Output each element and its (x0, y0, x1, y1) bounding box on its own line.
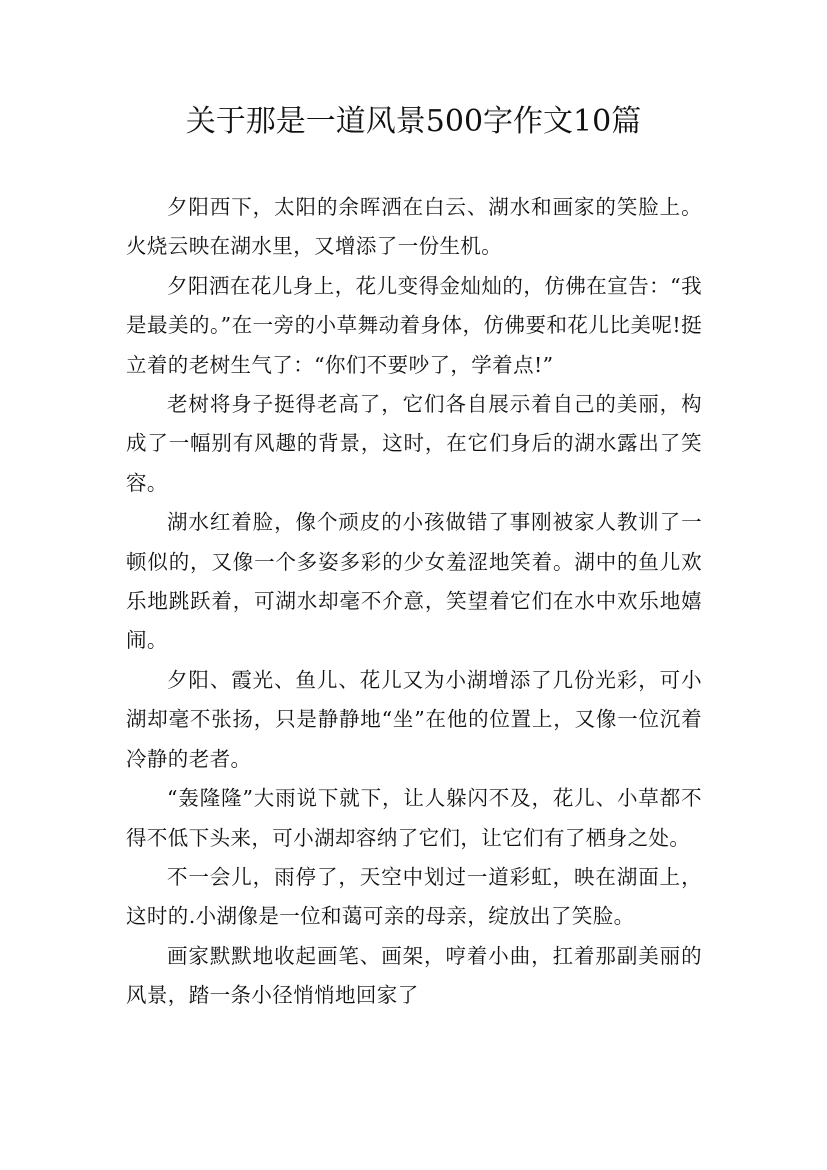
paragraph-3: 老树将身子挺得老高了，它们各自展示着自己的美丽，构成了一幅别有风趣的背景，这时，在它们身后的湖水露出了笑容。 (126, 392, 702, 495)
paragraph-7: 不一会儿，雨停了，天空中划过一道彩虹，映在湖面上，这时的.小湖像是一位和蔼可亲的母亲，绽放出了笑脸。 (126, 864, 702, 929)
paragraph-6: “轰隆隆”大雨说下就下，让人躲闪不及，花儿、小草都不得不低下头来，可小湖却容纳了它们，让它们有了栖身之处。 (126, 786, 702, 850)
paragraph-5: 夕阳、霞光、鱼儿、花儿又为小湖增添了几份光彩，可小湖却毫不张扬，只是静静地“坐”在他的位置上，又像一位沉着冷静的老者。 (126, 667, 702, 771)
paragraph-1: 夕阳西下，太阳的余晖洒在白云、湖水和画家的笑脸上。火烧云映在湖水里，又增添了一份生机。 (126, 195, 702, 259)
document-title: 关于那是一道风景500字作文10篇 (185, 104, 642, 139)
essay-body (126, 188, 702, 1016)
paragraph-4: 湖水红着脸，像个顽皮的小孩做错了事刚被家人教训了一顿似的，又像一个多姿多彩的少女羞涩地笑着。湖中的鱼儿欢乐地跳跃着，可湖水却毫不介意，笑望着它们在水中欢乐地嬉闹。 (126, 510, 702, 653)
paragraph-2: 夕阳洒在花儿身上，花儿变得金灿灿的，仿佛在宣告：“我是最美的。”在一旁的小草舞动着身体，仿佛要和花儿比美呢!挺立着的老树生气了：“你们不要吵了，学着点!” (126, 273, 702, 377)
paragraph-8: 画家默默地收起画笔、画架，哼着小曲，扛着那副美丽的风景，踏一条小径悄悄地回家了 (126, 943, 702, 1008)
